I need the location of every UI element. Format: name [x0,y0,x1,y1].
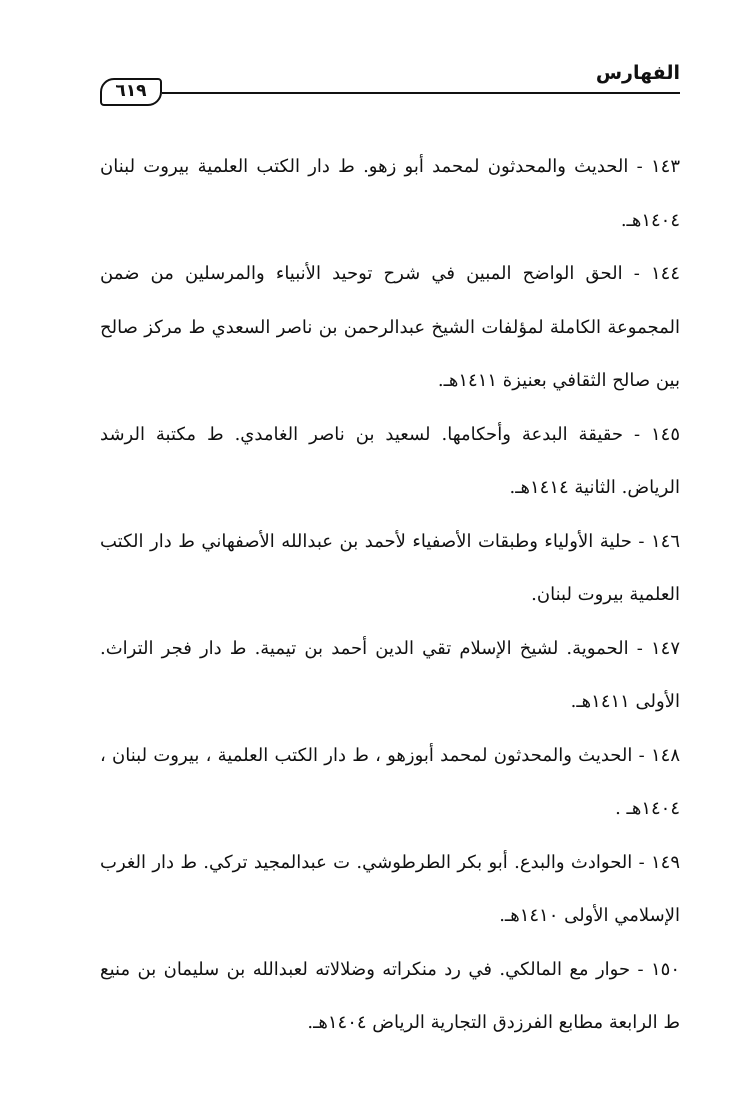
index-entry: ١٥٠ - حوار مع المالكي. في رد منكراته وضلالاته لعبدالله بن سليمان بن منيع ط الرابعة مطابع الفرزدق التجارية الرياض ١٤٠٤هـ. [100,958,680,1033]
index-entry: ١٤٥ - حقيقة البدعة وأحكامها. لسعيد بن ناصر الغامدي. ط مكتبة الرشد الرياض. الثانية ١٤١٤هـ. [100,423,680,498]
index-entry: ١٤٣ - الحديث والمحدثون لمحمد أبو زهو. ط دار الكتب العلمية بيروت لبنان ١٤٠٤هـ. [100,156,680,231]
running-title: الفهارس [595,62,680,84]
page-header [100,60,680,106]
page-number: ٦١٩ [100,78,162,106]
index-entry: ١٤٤ - الحق الواضح المبين في شرح توحيد الأنبياء والمرسلين من ضمن المجموعة الكاملة لمؤلفات الشيخ عبدالرحمن بن ناصر السعدي ط مركز صالح بين صالح الثقافي بعنيزة ١٤١١هـ. [100,263,680,391]
index-entry: ١٤٦ - حلية الأولياء وطبقات الأصفياء لأحمد بن عبدالله الأصفهاني ط دار الكتب العلمية بيروت لبنان. [100,530,680,605]
index-entry: ١٤٨ - الحديث والمحدثون لمحمد أبوزهو ، ط دار الكتب العلمية ، بيروت لبنان ، ١٤٠٤هـ . [100,744,680,819]
index-entry: ١٤٩ - الحوادث والبدع. أبو بكر الطرطوشي. ت عبدالمجيد تركي. ط دار الغرب الإسلامي الأولى ١٤١٠هـ. [100,851,680,926]
index-entry: ١٤٧ - الحموية. لشيخ الإسلام تقي الدين أحمد بن تيمية. ط دار فجر التراث. الأولى ١٤١١هـ. [100,637,680,712]
header-rule [162,92,680,94]
index-entries [100,140,680,1050]
